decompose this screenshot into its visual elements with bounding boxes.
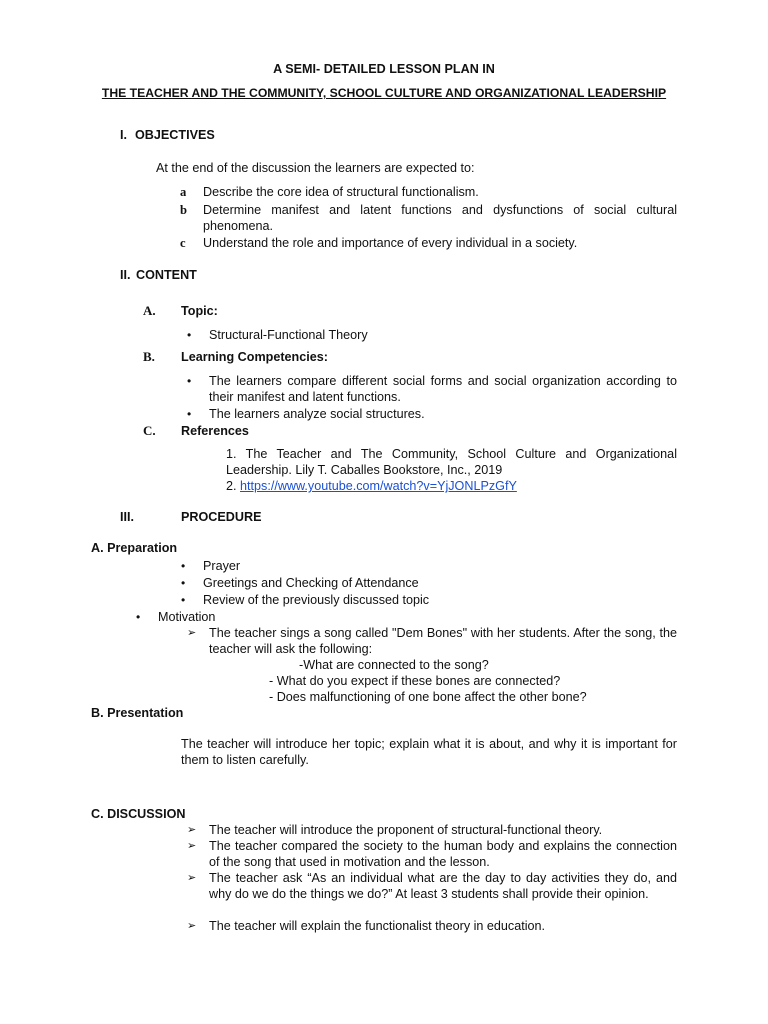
presentation-text: The teacher will introduce her topic; explain what it is about, and why it is important for them to listen carefully.: [181, 737, 677, 767]
section-numeral-objectives: I.: [120, 128, 127, 142]
bullet-icon: •: [187, 374, 192, 388]
page-title: A SEMI- DETAILED LESSON PLAN IN: [273, 62, 495, 76]
motivation-question: - What do you expect if these bones are connected?: [269, 674, 561, 688]
motivation-label: Motivation: [158, 610, 216, 624]
section-heading-objectives: OBJECTIVES: [135, 128, 215, 142]
reference-item: 1. The Teacher and The Community, School Culture and Organizational Leadership. Lily T. Caballes Bookstore, Inc., 2019: [226, 447, 677, 477]
section-heading-procedure: PROCEDURE: [181, 510, 262, 524]
competency-item: The learners compare different social forms and social organization according to their manifest and latent functions.: [209, 374, 677, 404]
page-subtitle: THE TEACHER AND THE COMMUNITY, SCHOOL CULTURE AND ORGANIZATIONAL LEADERSHIP: [101, 86, 667, 100]
bullet-icon: •: [181, 559, 186, 573]
subsection-label-references: References: [181, 424, 249, 438]
section-heading-content: CONTENT: [136, 268, 197, 282]
preparation-item: Review of the previously discussed topic: [203, 593, 430, 607]
section-numeral-content: II.: [120, 268, 131, 282]
arrow-bullet-icon: ➢: [187, 626, 197, 639]
objectives-intro: At the end of the discussion the learners are expected to:: [156, 161, 475, 175]
subsection-label-topic: Topic:: [181, 304, 218, 318]
procedure-label-discussion: C. DISCUSSION: [91, 807, 186, 821]
motivation-question: -What are connected to the song?: [299, 658, 489, 672]
bullet-icon: •: [187, 407, 192, 421]
preparation-item: Prayer: [203, 559, 241, 573]
competency-item: The learners analyze social structures.: [209, 407, 425, 421]
motivation-text: The teacher sings a song called "Dem Bones" with her students. After the song, the teacher will ask the following:: [209, 626, 677, 656]
arrow-bullet-icon: ➢: [187, 871, 197, 884]
reference-item-2: [226, 478, 517, 494]
bullet-icon: •: [136, 610, 141, 624]
subsection-marker: C.: [143, 423, 156, 438]
reference-number: 2.: [226, 479, 241, 493]
bullet-icon: •: [181, 593, 186, 607]
subsection-marker: A.: [143, 303, 156, 318]
preparation-item: Greetings and Checking of Attendance: [203, 576, 419, 590]
arrow-bullet-icon: ➢: [187, 919, 197, 932]
procedure-label-presentation: B. Presentation: [91, 706, 184, 720]
motivation-question: - Does malfunctioning of one bone affect the other bone?: [269, 690, 587, 704]
discussion-item: The teacher will introduce the proponent of structural-functional theory.: [209, 823, 603, 837]
objective-marker: c: [180, 236, 186, 250]
objective-marker: a: [180, 185, 187, 199]
discussion-item: The teacher will explain the functionalist theory in education.: [209, 919, 546, 933]
subsection-marker: B.: [143, 349, 155, 364]
discussion-item: The teacher ask “As an individual what are the day to day activities they do, and why do we do the things we do?” At least 3 students shall provide their opinion.: [209, 871, 677, 901]
reference-link[interactable]: https://www.youtube.com/watch?v=YjJONLPzGfY: [240, 479, 517, 493]
objective-item: Understand the role and importance of every individual in a society.: [203, 236, 578, 250]
objective-item: Describe the core idea of structural functionalism.: [203, 185, 479, 199]
discussion-item: The teacher compared the society to the human body and explains the connection of the song that used in motivation and the lesson.: [209, 839, 677, 869]
objective-marker: b: [180, 203, 188, 217]
objective-item: Determine manifest and latent functions and dysfunctions of social cultural phenomena.: [203, 203, 677, 233]
bullet-icon: •: [187, 328, 192, 342]
subsection-label-competencies: Learning Competencies:: [181, 350, 328, 364]
bullet-icon: •: [181, 576, 186, 590]
arrow-bullet-icon: ➢: [187, 823, 197, 836]
topic-item: Structural-Functional Theory: [209, 328, 368, 342]
procedure-label-preparation: A. Preparation: [91, 541, 178, 555]
arrow-bullet-icon: ➢: [187, 839, 197, 852]
section-numeral-procedure: III.: [120, 510, 134, 524]
